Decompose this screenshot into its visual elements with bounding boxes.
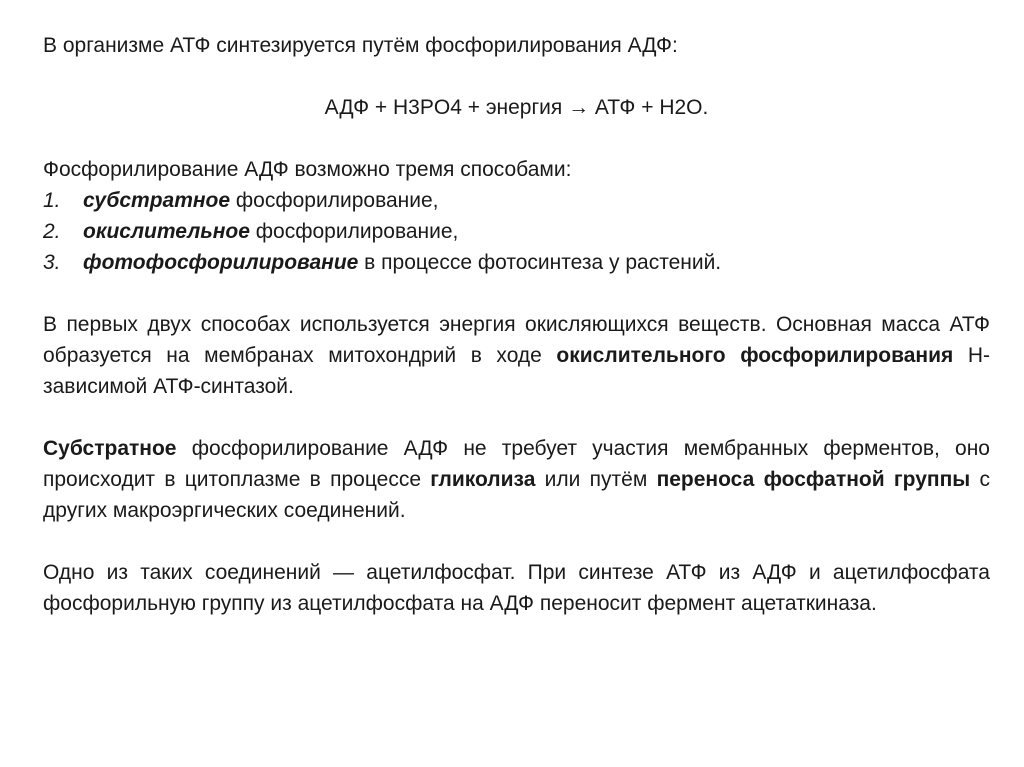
list-item bbox=[43, 216, 990, 247]
spacer bbox=[43, 123, 990, 154]
spacer bbox=[43, 278, 990, 309]
text-run: или путём bbox=[535, 468, 657, 491]
bold-term: окислительного фосфорилирования bbox=[556, 344, 954, 367]
method-term: фотофосфорилирование bbox=[83, 251, 359, 274]
method-term: окислительное bbox=[83, 220, 250, 243]
bold-term: гликолиза bbox=[430, 468, 536, 491]
text-run: с других макроэргических соединений. bbox=[43, 468, 990, 522]
method-rest: в процессе фотосинтеза у растений. bbox=[358, 251, 722, 274]
methods-intro: Фосфорилирование АДФ возможно тремя способами: bbox=[43, 158, 572, 181]
list-item bbox=[43, 247, 990, 278]
text-run: Н-зависимой АТФ-синтазой. bbox=[43, 344, 990, 398]
intro-text: В организме АТФ синтезируется путём фосфорилирования АДФ: bbox=[43, 34, 678, 57]
paragraph-oxidative bbox=[43, 309, 990, 402]
bold-term: переноса фосфатной группы bbox=[656, 468, 971, 491]
reaction-equation: АДФ + H3PO4 + энергия → АТФ + H2O. bbox=[324, 96, 709, 119]
method-rest: фосфорилирование, bbox=[230, 189, 439, 212]
paragraph-acetylphosphate: Одно из таких соединений — ацетилфосфат. При синтезе АТФ из АДФ и ацетилфосфата фосфорильную группу из ацетилфосфата на АДФ переносит фермент ацетаткиназа. bbox=[43, 561, 990, 615]
text-run: В первых двух способах используется энергия окисляющихся веществ. Основная масса АТФ образуется на мембранах митохондрий в ходе bbox=[43, 313, 990, 367]
spacer bbox=[43, 526, 990, 557]
method-term: субстратное bbox=[83, 189, 231, 212]
spacer bbox=[43, 402, 990, 433]
paragraph-substrate bbox=[43, 433, 990, 526]
text-run: фосфорилирование АДФ не требует участия мембранных ферментов, оно происходит в цитоплазме в процессе bbox=[43, 437, 990, 491]
list-number: 1. bbox=[43, 189, 61, 212]
methods-list bbox=[43, 185, 990, 278]
method-rest: фосфорилирование, bbox=[249, 220, 459, 243]
bold-term: Субстратное bbox=[43, 437, 177, 460]
list-number: 2. bbox=[43, 220, 61, 243]
spacer bbox=[43, 61, 990, 92]
list-number: 3. bbox=[43, 251, 61, 274]
list-item bbox=[43, 185, 990, 216]
